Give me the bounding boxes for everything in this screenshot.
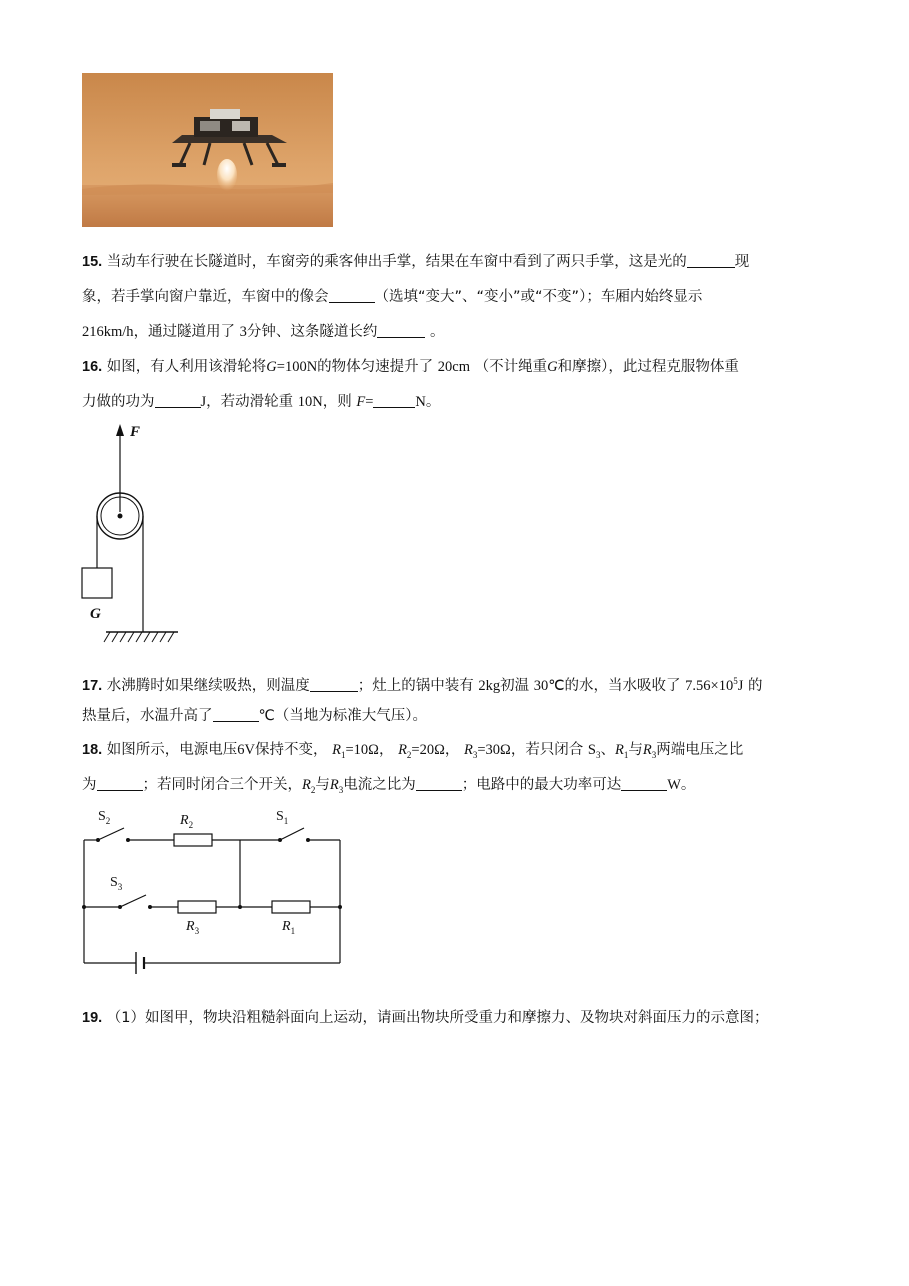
resistor-r1-label: $R_1$	[282, 919, 296, 936]
answer-blank[interactable]	[155, 393, 201, 408]
q18-line-2: 为 ；若同时闭合三个开关，$R_2$与$R_3$电流之比为 ；电路中的最大功率可达 W。	[82, 777, 696, 795]
weight-block	[82, 568, 112, 598]
weight-label: G	[90, 606, 101, 622]
answer-blank[interactable]	[97, 776, 143, 791]
q16-line-1: 16. 如图，有人利用该滑轮将G=100N的物体匀速提升了 20cm （不计绳重G和摩擦），此过程克服物体重	[82, 359, 739, 375]
answer-blank[interactable]	[621, 776, 667, 791]
answer-blank[interactable]	[310, 677, 358, 692]
mars-lander-photo	[82, 73, 333, 227]
q17-line-1: 17. 水沸腾时如果继续吸热，则温度 ；灶上的锅中装有 2kg初温 30℃的水，当水吸收了 $7.56\times 10^5J$ 的	[82, 676, 763, 694]
switch-s2-label: $S_2$	[98, 809, 111, 826]
question-number: 16.	[82, 359, 103, 375]
resistor-r2-label: $R_2$	[180, 813, 194, 830]
circuit-diagram	[78, 800, 348, 980]
switch-s1-label: $S_1$	[276, 809, 289, 826]
answer-blank[interactable]	[213, 707, 259, 722]
resistor-r3-label: $R_3$	[186, 919, 200, 936]
q15-line-2: 象，若手掌向窗户靠近，车窗中的像会 （选填“变大”、“变小”或“不变”）；车厢内始终显示	[82, 289, 703, 305]
q19-line-1: 19. （1）如图甲，物块沿粗糙斜面向上运动，请画出物块所受重力和摩擦力、及物块对斜面压力的示意图；	[82, 1010, 769, 1026]
q15-line-3: 216km/h，通过隧道用了 3分钟、这条隧道长约 。	[82, 324, 445, 340]
q15-line-1: 15. 当动车行驶在长隧道时，车窗旁的乘客伸出手掌，结果在车窗中看到了两只手掌，这是光的 现	[82, 254, 750, 270]
q18-line-1: 18. 如图所示，电源电压6V保持不变， $R_1=10\Omega$， $R_2=20\Omega$， $R_3=30\Omega$，若只闭合 $S_3$、$R_1$与$R_3$两端电压之比	[82, 742, 744, 760]
question-number: 18.	[82, 742, 103, 758]
pulley-diagram	[78, 420, 188, 650]
switch-s3-label: $S_3$	[110, 875, 123, 892]
question-number: 17.	[82, 677, 103, 694]
answer-blank[interactable]	[687, 253, 735, 268]
question-number: 19.	[82, 1010, 103, 1026]
question-number: 15.	[82, 254, 103, 270]
force-label: F	[130, 424, 141, 440]
q17-line-2: 热量后，水温升高了 ℃（当地为标准大气压）。	[82, 708, 428, 724]
answer-blank[interactable]	[416, 776, 462, 791]
q16-line-2: 力做的功为 J，若动滑轮重 10N，则 F= N。	[82, 394, 441, 410]
answer-blank[interactable]	[377, 323, 425, 338]
answer-blank[interactable]	[329, 288, 375, 303]
answer-blank[interactable]	[373, 393, 415, 408]
